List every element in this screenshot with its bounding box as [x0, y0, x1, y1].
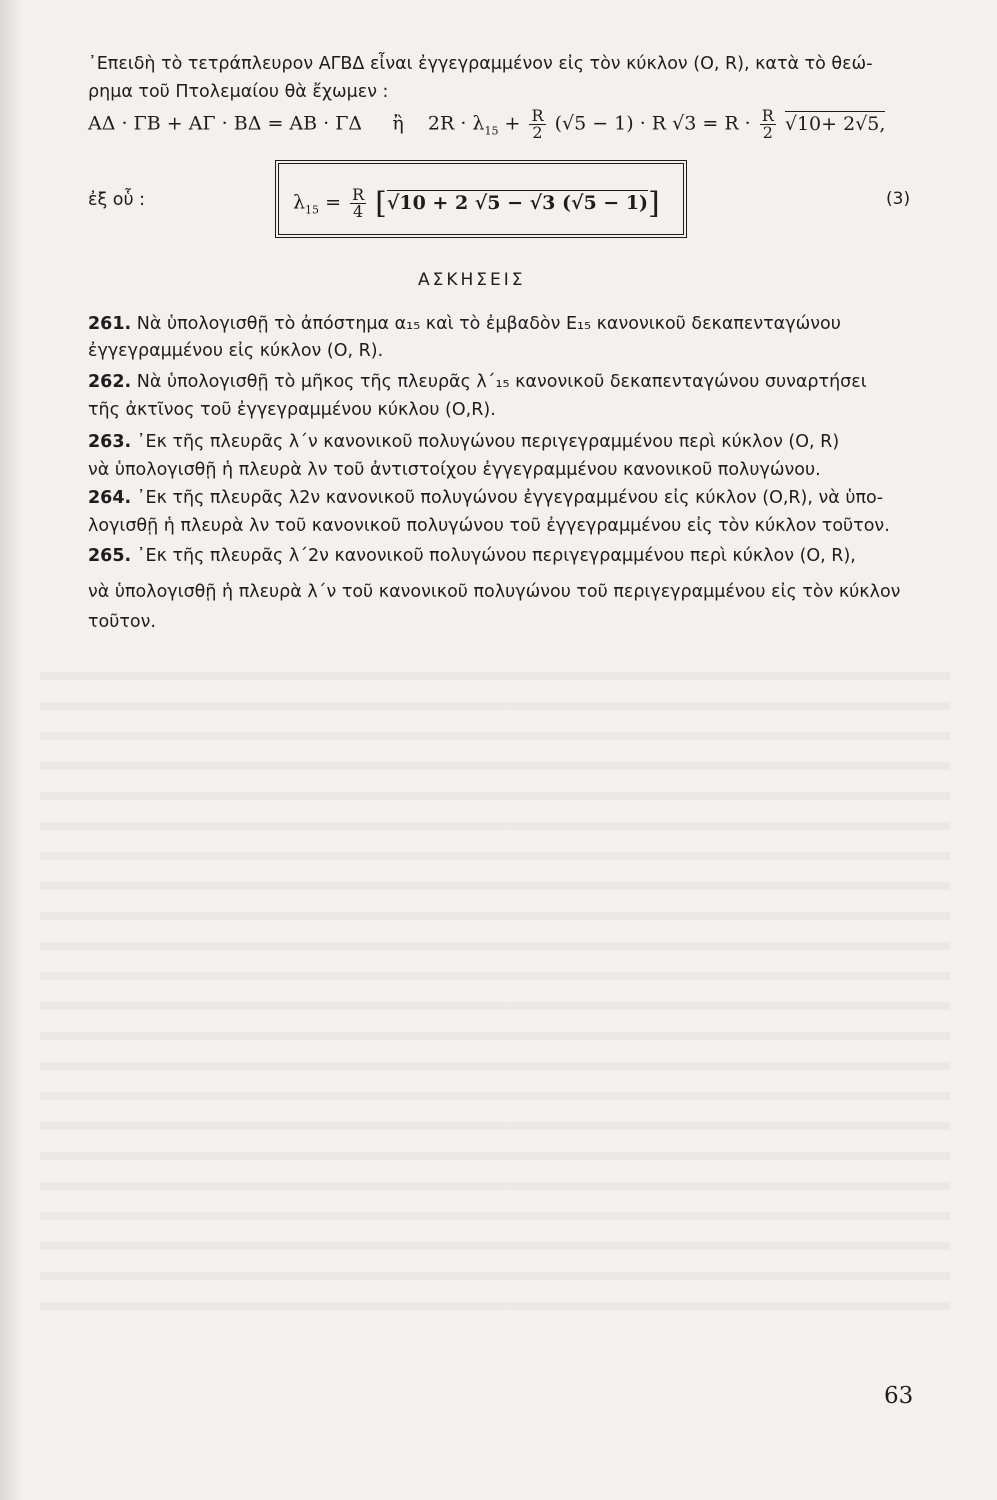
lambda-symbol: λ — [293, 191, 306, 214]
bracket-body: √10 + 2 √5 − √3 (√5 − 1) — [386, 191, 649, 214]
formula-sub15: 15 — [484, 124, 499, 138]
lambda15-formula — [293, 186, 660, 221]
exercise-262-line-2: τῆς ἀκτῖνος τοῦ ἐγγεγραμμένου κύκλου (Ο,R). — [88, 400, 496, 420]
exercise-number: 265. — [88, 546, 132, 566]
fraction-r-over-2-b: $\frac{R}{2}$ — [761, 106, 774, 142]
formula-or: ἢ — [392, 112, 404, 135]
exercise-number: 264. — [88, 488, 132, 508]
fraction-r-over-4: $\frac{R}{4}$ — [352, 185, 365, 221]
page-gutter-shadow — [0, 0, 22, 1500]
exercise-264-line-1: 264. ᾿Εκ τῆς πλευρᾶς λ2ν κανονικοῦ πολυγώνου ἐγγεγραμμένου εἰς κύκλον (Ο,R), νὰ ὑπο- — [88, 488, 884, 508]
equals-sign: = — [325, 191, 342, 214]
left-bracket-icon: [ — [375, 186, 387, 221]
fraction-r-over-2: $\frac{R}{2}$ — [531, 106, 544, 142]
whence-label: ἐξ οὗ : — [88, 190, 146, 210]
boxed-formula — [278, 163, 684, 235]
exercises-heading: ΑΣΚΗΣΕΙΣ — [418, 270, 526, 290]
exercise-265-line-1: 265. ᾿Εκ τῆς πλευρᾶς λ΄2ν κανονικοῦ πολυγώνου περιγεγραμμένου περὶ κύκλον (Ο, R), — [88, 546, 856, 566]
exercise-number: 261. — [88, 314, 132, 334]
equation-number: (3) — [886, 189, 911, 209]
right-bracket-icon: ] — [648, 186, 660, 221]
exercise-264-line-2: λογισθῇ ἡ πλευρὰ λν τοῦ κανονικοῦ πολυγώνου τοῦ ἐγγεγραμμένου εἰς τὸν κύκλον τοῦτον. — [88, 516, 890, 536]
exercise-number: 262. — [88, 372, 132, 392]
exercise-265-line-3: τοῦτον. — [88, 612, 156, 632]
lambda-sub15: 15 — [305, 203, 320, 217]
exercise-265-line-2: νὰ ὑπολογισθῇ ἡ πλευρὰ λ΄ν τοῦ κανονικοῦ πολυγώνου τοῦ περιγεγραμμένου εἰς τὸν κύκλον — [88, 582, 901, 602]
formula-part1: 2R · λ — [427, 112, 485, 135]
exercise-261-line-1: 261. Νὰ ὑπολογισθῇ τὸ ἀπόστημα α₁₅ καὶ τὸ ἐμβαδὸν Ε₁₅ κανονικοῦ δεκαπενταγώνου — [88, 314, 841, 334]
intro-line-2: ρημα τοῦ Πτολεμαίου θὰ ἔχωμεν : — [88, 82, 389, 102]
exercise-262-line-1: 262. Νὰ ὑπολογισθῇ τὸ μῆκος τῆς πλευρᾶς λ΄₁₅ κανονικοῦ δεκαπενταγώνου συναρτήσει — [88, 372, 867, 392]
formula-plus: + — [504, 112, 521, 135]
exercise-263-line-1: 263. ᾿Εκ τῆς πλευρᾶς λ΄ν κανονικοῦ πολυγώνου περιγεγραμμένου περὶ κύκλον (Ο, R) — [88, 432, 840, 452]
exercise-number: 263. — [88, 432, 132, 452]
exercise-261-line-2: ἐγγεγραμμένου εἰς κύκλον (Ο, R). — [88, 341, 384, 361]
bleed-through-text — [40, 650, 950, 1330]
page-number: 63 — [884, 1383, 914, 1409]
formula-part2: (√5 − 1) · R √3 = R · — [554, 112, 751, 135]
formula-radical: √10+ 2√5, — [784, 112, 886, 135]
exercise-263-line-2: νὰ ὑπολογισθῇ ἡ πλευρὰ λν τοῦ ἀντιστοίχου ἐγγεγραμμένου κανονικοῦ πολυγώνου. — [88, 460, 821, 480]
ptolemy-formula — [88, 108, 885, 141]
intro-line-1: ᾿Επειδὴ τὸ τετράπλευρον ΑΓΒΔ εἶναι ἐγγεγραμμένον εἰς τὸν κύκλον (Ο, R), κατὰ τὸ θεώ- — [88, 54, 873, 74]
formula-lhs: ΑΔ · ΓΒ + ΑΓ · ΒΔ = ΑΒ · ΓΔ — [88, 112, 363, 135]
